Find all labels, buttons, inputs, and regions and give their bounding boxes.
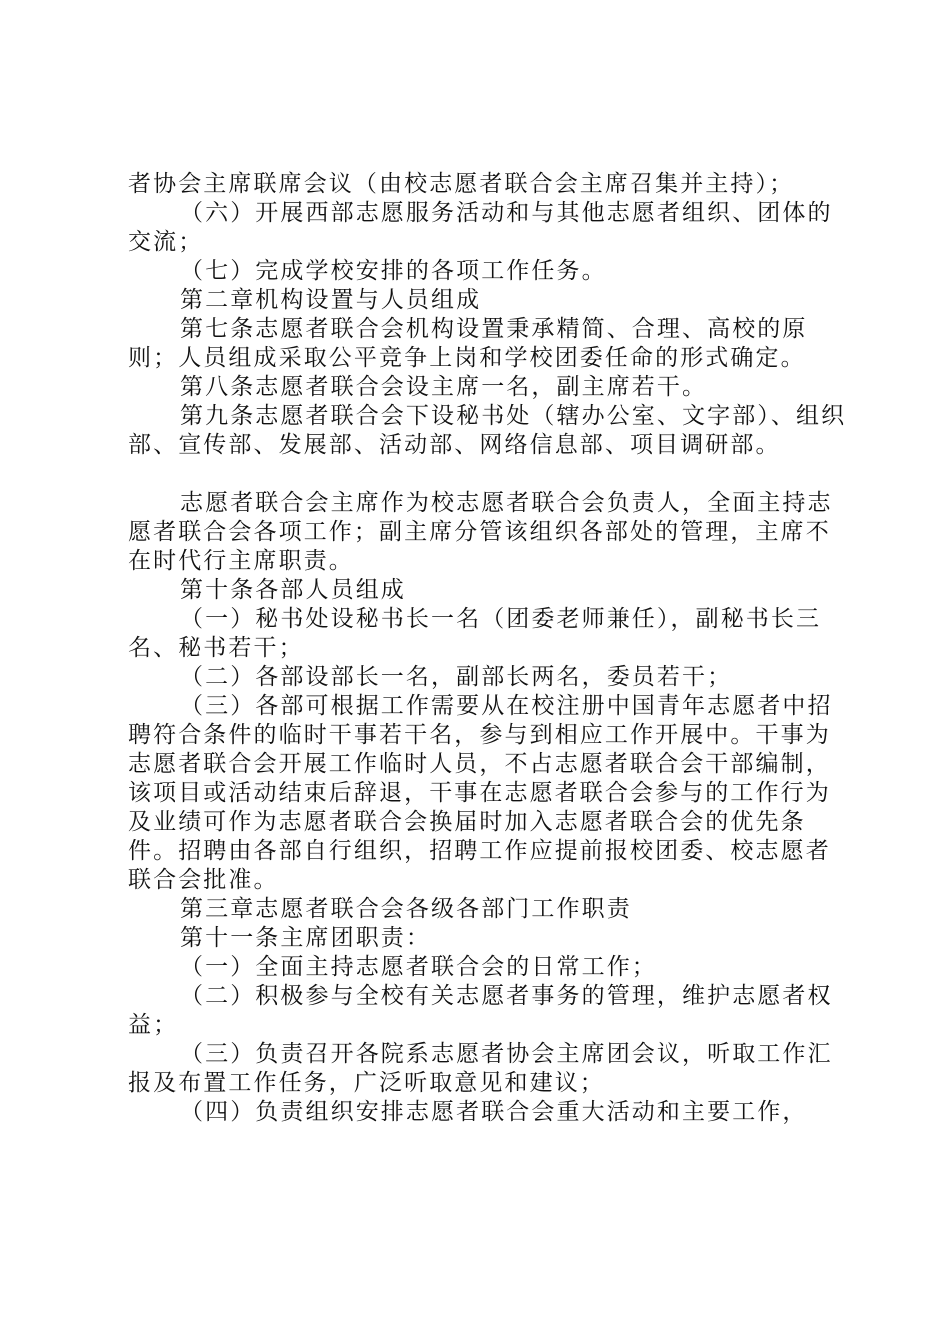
paragraph-2: （六）开展西部志愿服务活动和与其他志愿者组织、团体的交流；: [128, 200, 833, 255]
chapter-heading-3: 第三章志愿者联合会各级各部门工作职责: [180, 896, 632, 922]
chapter-heading-2: 第二章机构设置与人员组成: [180, 287, 482, 313]
article-7: 第七条志愿者联合会机构设置秉承精简、合理、高校的原则；人员组成采取公平竞争上岗和学校团委任命的形式确定。: [128, 316, 808, 371]
chairman-paragraph: 志愿者联合会主席作为校志愿者联合会负责人，全面主持志愿者联合会各项工作；副主席分管该组织各部处的管理，主席不在时代行主席职责。: [128, 490, 833, 574]
article-10-item-2: （二）各部设部长一名，副部长两名，委员若干；: [180, 664, 733, 690]
article-11-item-4: （四）负责组织安排志愿者联合会重大活动和主要工作，: [180, 1099, 808, 1125]
article-11: 第十一条主席团职责：: [180, 925, 431, 951]
document-body: [128, 170, 848, 1127]
article-8: 第八条志愿者联合会设主席一名，副主席若干。: [180, 374, 708, 400]
article-10: 第十条各部人员组成: [180, 577, 406, 603]
article-11-item-3: （三）负责召开各院系志愿者协会主席团会议，听取工作汇报及布置工作任务，广泛听取意见和建议；: [128, 1041, 833, 1096]
article-9: 第九条志愿者联合会下设秘书处（辖办公室、文字部）、组织部、宣传部、发展部、活动部、网络信息部、项目调研部。: [128, 403, 847, 458]
paragraph-3: （七）完成学校安排的各项工作任务。: [180, 258, 607, 284]
article-10-item-1: （一）秘书处设秘书长一名（团委老师兼任），副秘书长三名、秘书若干；: [128, 606, 822, 661]
article-11-item-1: （一）全面主持志愿者联合会的日常工作；: [180, 954, 657, 980]
article-11-item-2: （二）积极参与全校有关志愿者事务的管理，维护志愿者权益；: [128, 983, 833, 1038]
paragraph-1: 者协会主席联席会议（由校志愿者联合会主席召集并主持）；: [128, 171, 795, 197]
article-10-item-3: （三）各部可根据工作需要从在校注册中国青年志愿者中招聘符合条件的临时干事若干名，参与到相应工作开展中。干事为志愿者联合会开展工作临时人员，不占志愿者联合会干部编制，该项目或活动结束后辞退，干事在志愿者联合会参与的工作行为及业绩可作为志愿者联合会换届时加入志愿者联合会的优先条件。招聘由各部自行组织，招聘工作应提前报校团委、校志愿者联合会批准。: [128, 693, 833, 893]
